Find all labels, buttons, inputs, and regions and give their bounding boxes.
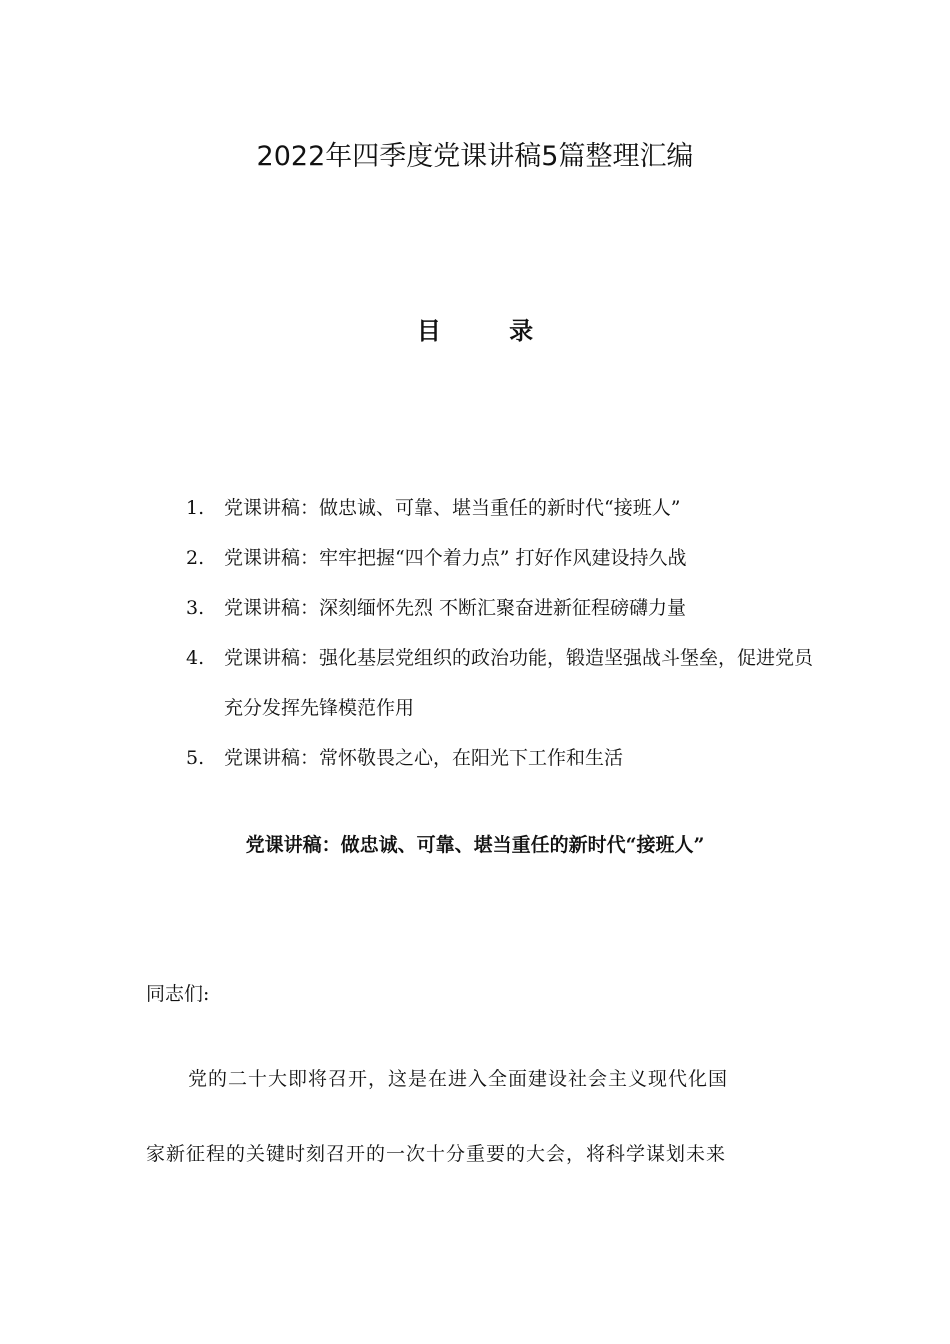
toc-item-number: 4. <box>186 647 205 669</box>
toc-item[interactable] <box>186 483 826 533</box>
toc-item-number: 3. <box>186 597 205 619</box>
toc-item-text: 党课讲稿：牢牢把握“四个着力点” 打好作风建设持久战 <box>224 547 687 569</box>
toc-heading: 目 录 <box>416 316 564 345</box>
toc-item[interactable] <box>186 633 826 733</box>
document-title: 2022年四季度党课讲稿5篇整理汇编 <box>256 141 694 172</box>
toc-item-text: 党课讲稿：常怀敬畏之心，在阳光下工作和生活 <box>224 747 624 769</box>
toc-item-number: 1. <box>186 497 205 519</box>
toc-item-text: 党课讲稿：深刻缅怀先烈 不断汇聚奋进新征程磅礴力量 <box>224 597 687 619</box>
greeting: 同志们: <box>146 983 210 1005</box>
toc-item[interactable] <box>186 533 826 583</box>
toc-item-number: 5. <box>186 747 205 769</box>
table-of-contents <box>186 483 826 783</box>
toc-item-text: 党课讲稿：做忠诚、可靠、堪当重任的新时代“接班人” <box>224 497 681 519</box>
toc-item-text: 党课讲稿：强化基层党组织的政治功能，锻造坚强战斗堡垒，促进党员充分发挥先锋模范作用 <box>224 647 814 719</box>
article-title: 党课讲稿：做忠诚、可靠、堪当重任的新时代“接班人” <box>245 834 705 856</box>
toc-item[interactable] <box>186 583 826 633</box>
paragraph-line: 党的二十大即将召开，这是在进入全面建设社会主义现代化国 <box>188 1068 729 1090</box>
paragraph-line: 家新征程的关键时刻召开的一次十分重要的大会，将科学谋划未来 <box>146 1143 727 1165</box>
toc-item-number: 2. <box>186 547 205 569</box>
toc-item[interactable] <box>186 733 826 783</box>
